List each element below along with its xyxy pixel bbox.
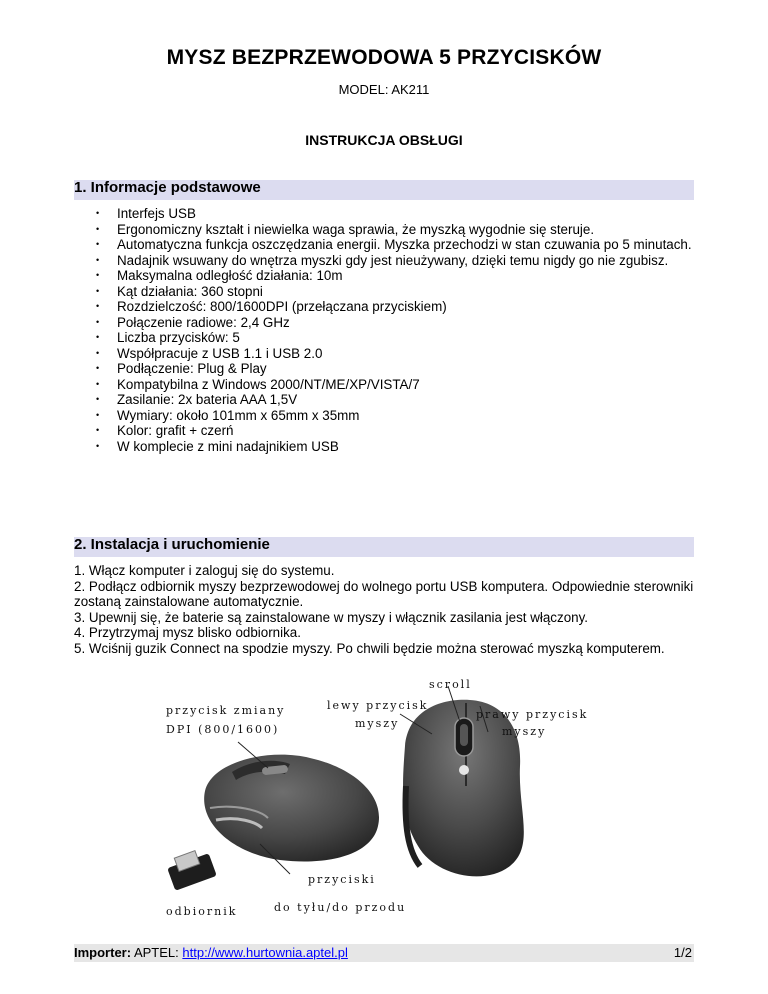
label-side-buttons-line1: przyciski — [308, 873, 376, 886]
list-item: • Ergonomiczny kształt i niewielka waga sprawia, że myszką wygodnie się steruje. — [96, 222, 696, 238]
page-number: 1/2 — [673, 945, 692, 960]
list-item: • Maksymalna odległość działania: 10m — [96, 268, 696, 284]
list-item: • W komplecie z mini nadajnikiem USB — [96, 439, 696, 455]
mouse-side-view — [204, 755, 379, 862]
step-item: 5. Wciśnij guzik Connect na spodzie myszy. Po chwili będzie można sterować myszką komputerem. — [74, 640, 665, 656]
section-heading-text: 2. Instalacja i uruchomienie — [74, 536, 270, 553]
installation-steps — [74, 563, 699, 657]
importer-name: APTEL: — [133, 945, 179, 960]
usb-receiver — [167, 851, 217, 891]
importer-link[interactable]: http://www.hurtownia.aptel.pl — [182, 945, 348, 960]
list-item: • Kompatybilna z Windows 2000/NT/ME/XP/VISTA/7 — [96, 377, 696, 393]
mouse-illustration — [150, 676, 600, 922]
list-item: • Nadajnik wsuwany do wnętrza myszki gdy jest nieużywany, dzięki temu nigdy go nie zgubisz. — [96, 253, 696, 269]
label-dpi-line2: DPI (800/1600) — [166, 723, 280, 736]
label-side-buttons-line2: do tyłu/do przodu — [274, 901, 407, 914]
list-item: • Automatyczna funkcja oszczędzania energii. Myszka przechodzi w stan czuwania po 5 minutach. — [96, 237, 696, 253]
label-receiver: odbiornik — [166, 905, 238, 918]
list-item: • Wymiary: około 101mm x 65mm x 35mm — [96, 408, 696, 424]
document-title: MYSZ BEZPRZEWODOWA 5 PRZYCISKÓW — [166, 46, 602, 69]
list-item: • Podłączenie: Plug & Play — [96, 361, 696, 377]
list-item: • Liczba przycisków: 5 — [96, 330, 696, 346]
list-item: • Kąt działania: 360 stopni — [96, 284, 696, 300]
section-heading-basic-info — [74, 180, 694, 200]
section-heading-installation — [74, 537, 694, 557]
label-right-button-line2: myszy — [502, 725, 547, 738]
list-item: • Współpracuje z USB 1.1 i USB 2.0 — [96, 346, 696, 362]
features-list — [96, 206, 696, 454]
model-number: MODEL: AK211 — [338, 82, 430, 97]
list-item: • Połączenie radiowe: 2,4 GHz — [96, 315, 696, 331]
list-item: • Rozdzielczość: 800/1600DPI (przełączana przyciskiem) — [96, 299, 696, 315]
section-heading-text: 1. Informacje podstawowe — [74, 179, 261, 196]
list-item: • Zasilanie: 2x bateria AAA 1,5V — [96, 392, 696, 408]
list-item: • Kolor: grafit + czerń — [96, 423, 696, 439]
label-scroll: scroll — [429, 678, 472, 691]
label-right-button-line1: prawy przycisk — [476, 708, 589, 721]
importer-label: Importer: — [74, 945, 132, 960]
page-footer — [74, 944, 694, 962]
step-item: 3. Upewnij się, że baterie są zainstalowane w myszy i włącznik zasilania jest włączony. — [74, 609, 589, 625]
step-item: 1. Włącz komputer i zaloguj się do systemu. — [74, 563, 335, 578]
label-dpi-line1: przycisk zmiany — [166, 704, 286, 717]
label-left-button-line1: lewy przycisk — [327, 699, 429, 712]
step-item: 4. Przytrzymaj mysz blisko odbiornika. — [74, 625, 301, 641]
step-item: 2. Podłącz odbiornik myszy bezprzewodowej do wolnego portu USB komputera. Odpowiednie sterowniki zostaną zainstalowane automatycznie. — [74, 578, 694, 610]
label-left-button-line2: myszy — [355, 717, 400, 730]
list-item: • Interfejs USB — [96, 206, 696, 222]
document-subtitle: INSTRUKCJA OBSŁUGI — [305, 132, 463, 148]
